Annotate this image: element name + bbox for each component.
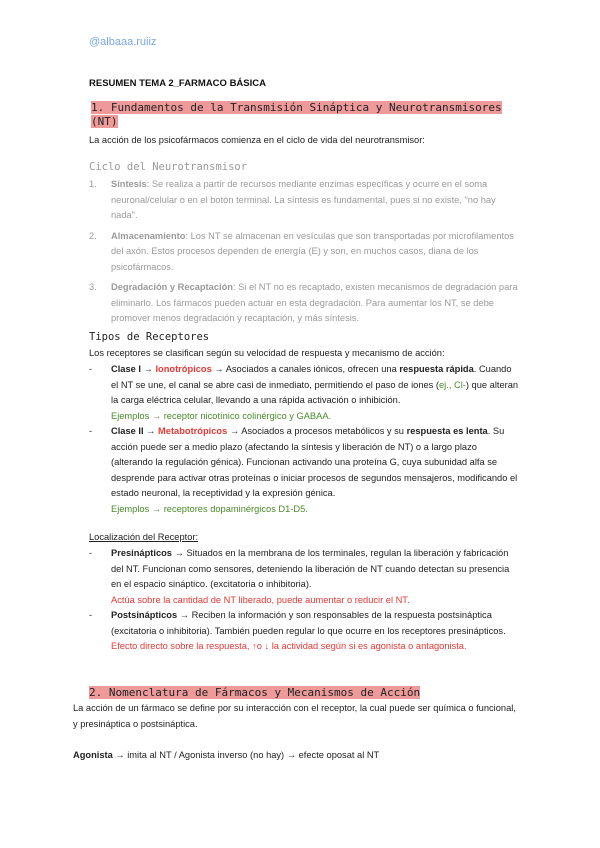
receptor-types-list — [89, 362, 519, 517]
receptor-class-label: Clase II — [111, 426, 144, 436]
text: ) que alteran la carga eléctrica celular, llevando a una rápida activación o inhibición. — [111, 379, 519, 405]
item-text: : Si el NT no es recaptado, existen mecanismos de degradación para eliminarlo. Los fármacos pueden actuar en esta degradación. Para aumentar los NT, se debe promover menos degradación y recaptación, y más síntesis. — [111, 282, 518, 323]
section-2-title: Nomenclatura de Fármacos y Mecanismos de Acción — [108, 686, 421, 699]
item-text: : Los NT se almacenan en vesículas que son transportadas por microfilamentos del axón. Estos procesos dependen de energía (E) y son, en muchos casos, diana de los psicofármacos. — [111, 230, 514, 272]
section-1-intro: La acción de los psicofármacos comienza en el ciclo de vida del neurotransmisor: — [89, 135, 425, 145]
arrow: → — [140, 364, 156, 374]
item-term: Degradación y Recaptación — [111, 282, 233, 292]
list-item — [89, 229, 519, 276]
bullet: - — [89, 426, 93, 436]
author-handle: @albaaa.ruiiz — [89, 36, 157, 48]
agonist-label: Agonista — [73, 750, 113, 760]
agonist-line — [73, 748, 379, 764]
section-2-heading — [89, 686, 420, 699]
item-term: Síntesis — [111, 179, 147, 189]
localization-note: Actúa sobre la cantidad de NT liberado, puede aumentar o reducir el NT. — [111, 594, 410, 605]
list-item — [89, 280, 519, 327]
agonist-text: → imita al NT / Agonista inverso (no hay) → efecte oposat al NT — [112, 750, 380, 760]
cycle-list — [89, 177, 519, 327]
list-item — [89, 608, 519, 655]
section-1-title: Fundamentos de la Transmisión Sináptica y Neurotransmisores (NT) — [91, 101, 502, 128]
bullet: - — [89, 548, 93, 558]
text: Asociados a procesos metabólicos y su — [241, 426, 407, 436]
receptors-heading: Tipos de Receptores — [89, 331, 210, 343]
localization-text: → Situados en la membrana de los terminales, regulan la liberación y fabricación del NT. Funcionan como sensores, deteniendo la liberación de NT cuando detectan su presencia en el espacio sináptico. (excitatoria o inhibitoria). — [111, 548, 510, 589]
section-1-number: 1. — [91, 101, 105, 114]
arrow: → — [211, 364, 226, 374]
text: . Cuando el NT se une, el canal se abre casi de inmediato, permitiendo el paso de iones ( — [111, 364, 512, 390]
list-item — [89, 177, 519, 224]
receptor-example: Ejemplos → receptor nicotínico colinérgico y GABAA. — [111, 410, 332, 421]
text: Asociados a canales iónicos, ofrecen una — [225, 364, 400, 374]
emphasis: respuesta rápida — [399, 364, 474, 374]
arrow: → — [143, 426, 159, 436]
ions-example: ej., Cl- — [439, 379, 466, 390]
section-2-intro: La acción de un fármaco se define por su interacción con el receptor, la cual puede ser química o funcional, y presináptica o postsináptica. — [73, 703, 516, 729]
localization-text: → Reciben la información y son responsables de la respuesta postsináptica (excitatoria o inhibitoria). También pueden regular lo que ocurre en los receptores presinápticos. — [111, 610, 506, 636]
bullet: - — [89, 610, 93, 620]
localization-note: Efecto directo sobre la respuesta, ↑o ↓ la actividad según si es agonista o antagonista. — [111, 641, 467, 651]
item-term: Almacenamiento — [111, 230, 186, 241]
localization-heading: Localización del Receptor: — [89, 532, 199, 542]
receptor-class-label: Clase I — [111, 364, 141, 374]
cycle-heading: Ciclo del Neurotransmisor — [89, 161, 248, 173]
localization-list — [89, 546, 519, 655]
localization-label: Presinápticos — [111, 548, 172, 558]
list-item — [89, 424, 519, 517]
receptor-kind: Ionotrópicos — [155, 364, 212, 374]
emphasis: respuesta es lenta — [406, 426, 488, 436]
receptor-example: Ejemplos → receptores dopaminérgicos D1-D5. — [111, 503, 308, 514]
bullet: - — [89, 364, 93, 374]
text: . Su acción puede ser a medio plazo (afectando la síntesis y liberación de NT) o a largo plazo (alterando la regulación génica). Funcionan activando una proteína G, cuya subunidad alfa se desprende para activar otras proteínas o iniciar procesos de segundos mensajeros, modificando el estado neuronal, la receptividad y la expresión génica. — [111, 426, 518, 498]
list-item — [89, 362, 519, 424]
item-number: 3. — [89, 282, 97, 292]
section-1-heading — [91, 101, 521, 129]
document-title: RESUMEN TEMA 2_FARMACO BÁSICA — [89, 78, 266, 89]
localization-label: Postsinápticos — [111, 610, 178, 620]
item-text: : Se realiza a partir de recursos mediante enzimas específicas y ocurre en el soma neuronal/celular o en el botón terminal. La síntesis es fundamental, pues si no existe, "no hay nada". — [111, 179, 496, 220]
item-number: 1. — [89, 179, 97, 189]
item-number: 2. — [89, 230, 97, 241]
section-2-number: 2. — [89, 686, 103, 699]
receptors-intro: Los receptores se clasifican según su velocidad de respuesta y mecanismo de acción: — [89, 348, 445, 358]
receptor-kind: Metabotrópicos — [158, 426, 228, 436]
list-item — [89, 546, 519, 608]
arrow: → — [227, 426, 242, 436]
